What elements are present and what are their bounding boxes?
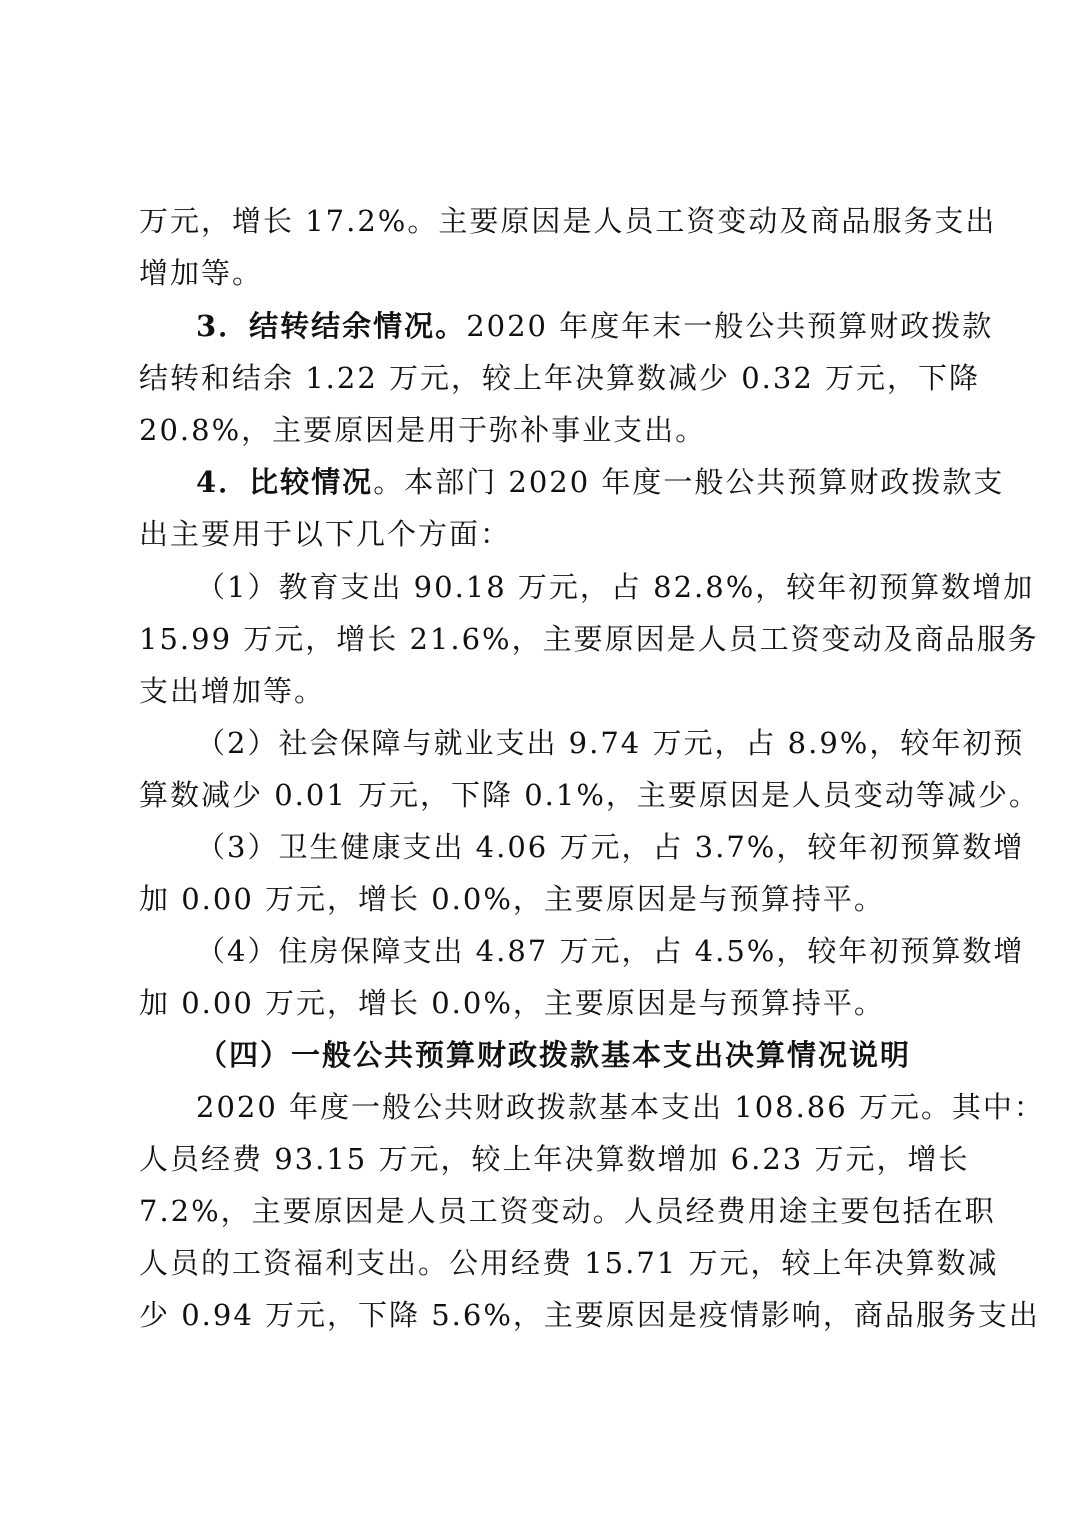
item-1-line: （1）教育支出 90.18 万元，占 82.8%，较年初预算数增加 — [196, 570, 1035, 604]
paragraph-line: 算数减少 0.01 万元，下降 0.1%，主要原因是人员变动等减少。 — [139, 778, 1040, 812]
paragraph-line: 加 0.00 万元，增长 0.0%，主要原因是与预算持平。 — [139, 882, 885, 916]
paragraph-line: 人员经费 93.15 万元，较上年决算数增加 6.23 万元，增长 — [139, 1142, 970, 1176]
paragraph-line: 2020 年度一般公共财政拨款基本支出 108.86 万元。其中： — [196, 1090, 1045, 1124]
paragraph-line: 支出增加等。 — [139, 674, 326, 708]
paragraph-line: 加 0.00 万元，增长 0.0%，主要原因是与预算持平。 — [139, 986, 885, 1020]
section-4-text: 。本部门 2020 年度一般公共预算财政拨款支 — [373, 465, 1005, 499]
section-3-heading: 3．结转结余情况。 — [196, 309, 467, 343]
section-4-line — [196, 456, 1005, 508]
paragraph-line: 20.8%，主要原因是用于弥补事业支出。 — [139, 413, 707, 447]
paragraph-line: 人员的工资福利支出。公用经费 15.71 万元，较上年决算数减 — [139, 1246, 999, 1280]
paragraph-line: 少 0.94 万元，下降 5.6%，主要原因是疫情影响，商品服务支出 — [139, 1298, 1040, 1332]
item-3-line: （3）卫生健康支出 4.06 万元，占 3.7%，较年初预算数增 — [196, 830, 1025, 864]
paragraph-line: 15.99 万元，增长 21.6%，主要原因是人员工资变动及商品服务 — [139, 622, 1039, 656]
paragraph-line: 万元，增长 17.2%。主要原因是人员工资变动及商品服务支出 — [139, 204, 997, 238]
paragraph-line: 出主要用于以下几个方面： — [139, 517, 512, 551]
section-3-text: 2020 年度年末一般公共预算财政拨款 — [466, 309, 994, 343]
section-four-heading: （四）一般公共预算财政拨款基本支出决算情况说明 — [198, 1038, 912, 1072]
section-4-heading: 4．比较情况 — [196, 465, 374, 499]
paragraph-line: 7.2%，主要原因是人员工资变动。人员经费用途主要包括在职 — [139, 1194, 996, 1228]
item-2-line: （2）社会保障与就业支出 9.74 万元，占 8.9%，较年初预 — [196, 726, 1025, 760]
paragraph-line: 增加等。 — [139, 256, 264, 290]
item-4-line: （4）住房保障支出 4.87 万元，占 4.5%，较年初预算数增 — [196, 934, 1025, 968]
paragraph-line: 结转和结余 1.22 万元，较上年决算数减少 0.32 万元，下降 — [139, 361, 981, 395]
section-3-line — [196, 300, 994, 352]
